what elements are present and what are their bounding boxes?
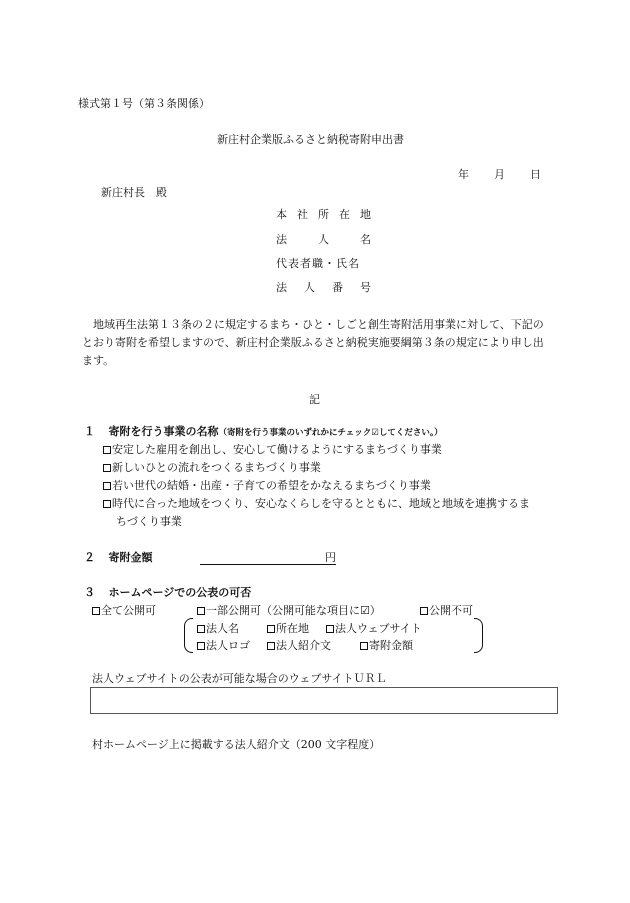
body-paragraph: 地域再生法第１３条の２に規定するまち・ひと・しごと創生寄附活用事業に対して、下記のとおり寄附を希望しますので、新庄村企業版ふるさと納税実施要綱第３条の規定により申し出ます。 <box>82 318 544 367</box>
checkbox-amount[interactable] <box>360 642 368 650</box>
checkmark-box-icon: ☑ <box>360 604 370 617</box>
field-representative: 代表者職・氏名 <box>276 257 360 270</box>
item-corp-name[interactable]: 法人名 <box>197 620 239 636</box>
date-year: 年 <box>458 168 469 181</box>
item-intro[interactable]: 法人紹介文 <box>267 637 331 653</box>
checkbox-corp-name[interactable] <box>197 625 205 633</box>
page: 様式第１号（第３条関係） 新庄村企業版ふるさと納税寄附申出書 年 月 日 新庄村長 殿 本 社 所 在 地 法 人 名 代表者職・氏名 法 人 番 号 地域再生法第１３条の２に規定するまち・ひと・しごと創生寄附活用事業に対して、下記のとおり寄附を希望しますので、新庄村企業版ふるさと納税実施要綱第３条の規定により申し出ます。 記 １ 寄附を行う事業の名称（寄附を行う事業のいずれかにチェック☑してください。） 安定した雇用を創出し、安心して働けるようにするまちづくり事業 新しいひとの流れをつくるまちづくり事業 若い世代の結婚・出産・子育ての希望をかなえるまちづくり事業 時代に合った地域をつくり、安心なくらしを守るとともに、地域と地域を連携するま ちづくり事業 ２ 寄附金額 円 ３ ホームページでの公表の可否 全て公開可 一部公開可（公開可能な項目に☑） 公開不可 法人名 所在地 法人ウェブサイト 法人ロゴ 法人紹介文 寄附金額 法人ウェブサイトの公表が可能な場合のウェブサイトＵＲＬ 村ホームページ上に掲載する法人紹介文（200 文字程度） <box>0 0 630 903</box>
option-4[interactable]: 時代に合った地域をつくり、安心なくらしを守るとともに、地域と地域を連携するま <box>103 495 530 511</box>
donation-amount-field[interactable] <box>200 549 336 565</box>
checkbox-option-1[interactable] <box>103 446 111 454</box>
option-1[interactable]: 安定した雇用を創出し、安心して働けるようにするまちづくり事業 <box>103 441 442 457</box>
checkbox-partial-public[interactable] <box>197 607 205 615</box>
option-3[interactable]: 若い世代の結婚・出産・子育ての希望をかなえるまちづくり事業 <box>103 477 431 493</box>
checkbox-not-public[interactable] <box>420 607 428 615</box>
checkbox-option-4[interactable] <box>103 500 111 508</box>
date-month: 月 <box>494 168 505 181</box>
right-bracket <box>474 618 483 653</box>
option-not-public[interactable]: 公開不可 <box>420 602 473 618</box>
checkbox-option-3[interactable] <box>103 482 111 490</box>
option-partial-public[interactable]: 一部公開可（公開可能な項目に☑） <box>197 602 381 618</box>
yen-unit: 円 <box>325 551 336 564</box>
checkbox-all-public[interactable] <box>92 607 100 615</box>
option-4-continued: ちづくり事業 <box>116 515 182 528</box>
option-2[interactable]: 新しいひとの流れをつくるまちづくり事業 <box>103 459 321 475</box>
form-title: 新庄村企業版ふるさと納税寄附申出書 <box>217 133 404 146</box>
section2-heading: ２ 寄附金額 <box>84 551 153 564</box>
item-logo[interactable]: 法人ロゴ <box>197 637 250 653</box>
checkmark-box-icon: ☑ <box>371 428 379 438</box>
intro-label: 村ホームページ上に掲載する法人紹介文（200 文字程度） <box>92 738 381 751</box>
checkbox-intro[interactable] <box>267 642 275 650</box>
url-input[interactable] <box>90 687 558 714</box>
section1-heading: １ 寄附を行う事業の名称（寄附を行う事業のいずれかにチェック☑してください。） <box>84 425 443 438</box>
checkbox-option-2[interactable] <box>103 464 111 472</box>
checkbox-website[interactable] <box>326 625 334 633</box>
item-amount[interactable]: 寄附金額 <box>360 637 413 653</box>
checkbox-logo[interactable] <box>197 642 205 650</box>
addressee: 新庄村長 殿 <box>101 186 167 199</box>
checkbox-address[interactable] <box>267 625 275 633</box>
ki-heading: 記 <box>309 393 320 406</box>
url-label: 法人ウェブサイトの公表が可能な場合のウェブサイトＵＲＬ <box>92 672 387 685</box>
left-bracket <box>184 618 193 653</box>
section3-heading: ３ ホームページでの公表の可否 <box>84 586 252 599</box>
form-number: 様式第１号（第３条関係） <box>78 97 210 110</box>
donation-amount-line[interactable] <box>200 553 325 565</box>
item-website[interactable]: 法人ウェブサイト <box>326 620 422 636</box>
option-all-public[interactable]: 全て公開可 <box>92 602 156 618</box>
date-day: 日 <box>530 168 541 181</box>
item-address[interactable]: 所在地 <box>267 620 309 636</box>
